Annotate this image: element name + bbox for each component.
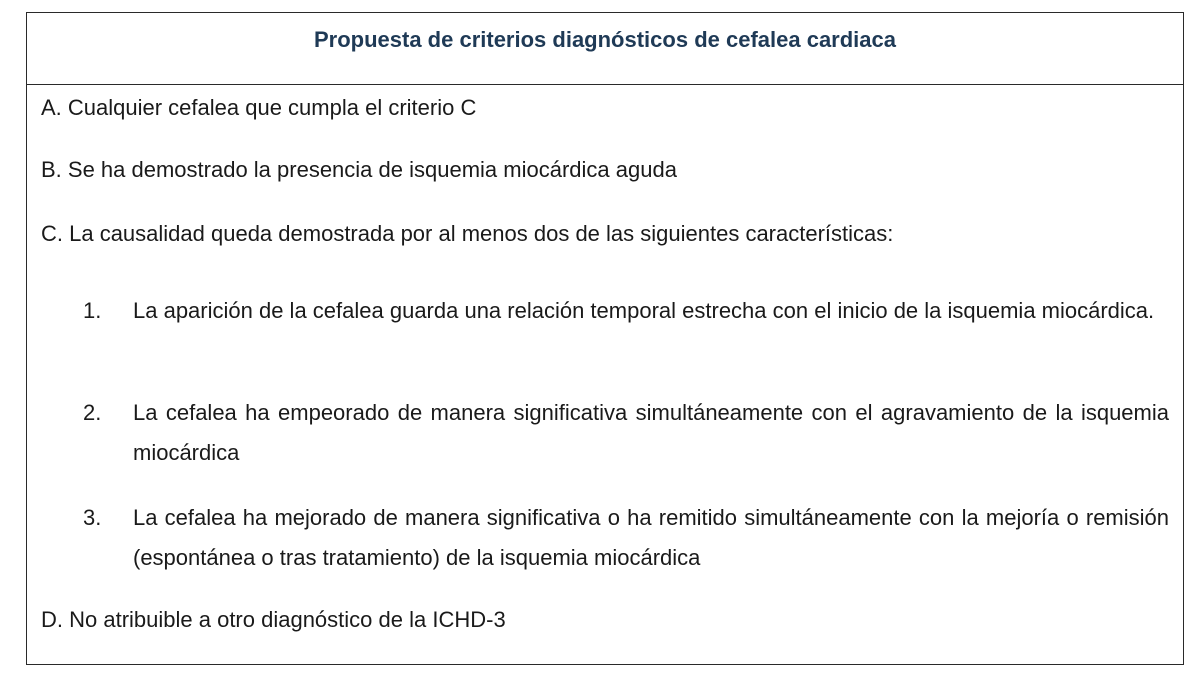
criterion-b: B. Se ha demostrado la presencia de isquemia miocárdica aguda [41, 157, 677, 182]
criterion-a: A. Cualquier cefalea que cumpla el criterio C [41, 95, 477, 120]
list-item-number: 1. [83, 298, 102, 323]
criterion-c: C. La causalidad queda demostrada por al menos dos de las siguientes características: [41, 221, 894, 246]
criteria-table [26, 12, 1184, 665]
criterion-d: D. No atribuible a otro diagnóstico de la ICHD-3 [41, 607, 506, 632]
list-item-text: La aparición de la cefalea guarda una relación temporal estrecha con el inicio de la isquemia miocárdica. [133, 298, 1155, 323]
list-item-number: 3. [83, 505, 102, 530]
list-item [83, 498, 1169, 578]
table-title: Propuesta de criterios diagnósticos de cefalea cardiaca [313, 27, 896, 52]
list-item-number: 2. [83, 400, 102, 425]
list-item [83, 291, 1169, 331]
list-item-text: La cefalea ha empeorado de manera significativa simultáneamente con el agravamiento de la isquemia miocárdica [133, 400, 1169, 465]
list-item-text: La cefalea ha mejorado de manera significativa o ha remitido simultáneamente con la mejoría o remisión (espontánea o tras tratamiento) de la isquemia miocárdica [133, 505, 1169, 570]
table-header [27, 13, 1183, 85]
list-item [83, 393, 1169, 473]
